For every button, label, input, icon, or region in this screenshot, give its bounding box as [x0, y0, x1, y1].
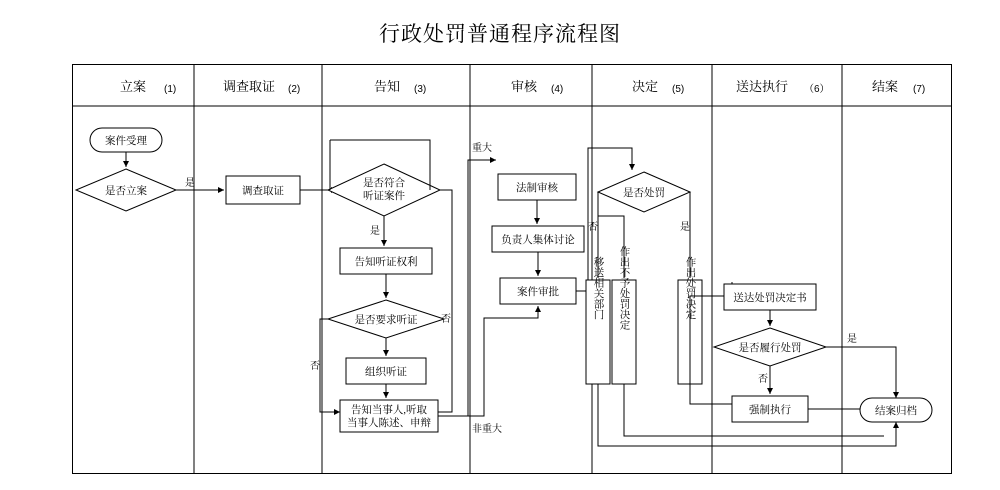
edge-inform-to-legalreview-path [438, 160, 496, 416]
edge-makepunish-to-deliver [690, 384, 732, 404]
lane-header-1-label: 立案 [119, 79, 147, 94]
edge-label-non-major: 非重大 [472, 424, 502, 435]
node-case-accept-label: 案件受理 [105, 136, 147, 147]
edge-nopunish-bottom [624, 384, 712, 436]
node-close-archive-label: 结案归档 [875, 406, 917, 417]
edge-bottom-rail-to-archive [712, 422, 896, 446]
lane-header-7-num: (7) [913, 84, 926, 95]
node-is-punish-label: 是否处罚 [623, 188, 665, 199]
node-no-punish-label: 作出不予处罚决定 [618, 246, 630, 330]
edge-label-major: 重大 [472, 143, 492, 154]
page-title: 行政处罚普通程序流程图 [379, 22, 621, 46]
edge-label-punish-yes: 是 [680, 222, 690, 233]
lane-header-6-num: （6） [804, 84, 830, 95]
node-is-hearing-case [328, 164, 440, 216]
edge-label-performed-no: 否 [758, 374, 768, 385]
lane-header-5-num: (5) [672, 84, 685, 95]
node-is-hearing-case-label-1: 是否符合 [363, 178, 405, 189]
node-notify-right-label: 告知听证权利 [354, 257, 418, 268]
diagram-frame [73, 65, 952, 474]
edge-hearingcase-no [438, 190, 452, 412]
node-inform-party-label-1: 告知当事人,听取 [350, 405, 428, 416]
lane-header-3-label: 告知 [373, 79, 401, 94]
node-request-hearing-label: 是否要求听证 [354, 315, 418, 326]
node-inform-party-label-2: 当事人陈述、申辩 [347, 418, 431, 429]
edge-label-request-no: 否 [310, 361, 320, 372]
lane-header-2-label: 调查取证 [222, 79, 276, 94]
node-investigate-label: 调查取证 [242, 186, 284, 197]
edge-label-filed-yes: 是 [185, 178, 195, 189]
edge-transfer-bottom [598, 384, 712, 446]
flowchart-diagram [72, 64, 952, 474]
edge-request-no-bypass [320, 319, 340, 412]
node-is-filed-label: 是否立案 [105, 186, 147, 197]
edge-label-punish-no: 否 [588, 222, 598, 233]
edge-nonmajor-to-approval [438, 306, 538, 416]
node-deliver-decision-label: 送达处罚决定书 [733, 293, 807, 304]
edge-label-hearingcase-yes: 是 [370, 226, 380, 237]
node-organize-hearing-label: 组织听证 [365, 367, 407, 378]
edge-label-performed-yes: 是 [847, 334, 857, 345]
node-is-hearing-case-label-2: 听证案件 [363, 191, 405, 202]
lane-header-5-label: 决定 [631, 79, 659, 94]
node-leader-discuss-label: 负责人集体讨论 [501, 235, 575, 246]
edge-label-hearingcase-no: 否 [441, 314, 451, 325]
lane-header-3-num: (3) [414, 84, 427, 95]
node-transfer-dept-label: 移送相关部门 [592, 256, 604, 320]
node-case-approval-label: 案件审批 [517, 287, 559, 298]
lane-header-4-label: 审核 [510, 79, 538, 94]
lane-header-1-num: (1) [164, 84, 177, 95]
node-is-performed-label: 是否履行处罚 [738, 343, 802, 354]
node-legal-review-label: 法制审核 [516, 183, 558, 194]
lane-header-4-num: (4) [551, 84, 564, 95]
node-enforce-label: 强制执行 [749, 405, 791, 416]
edge-performed-yes-to-archive [826, 347, 896, 398]
lane-header-2-num: (2) [288, 84, 301, 95]
lane-header-7-label: 结案 [871, 79, 899, 94]
lane-header-6-label: 送达执行 [735, 79, 789, 94]
node-make-punish-label: 作出处罚决定 [684, 256, 696, 320]
